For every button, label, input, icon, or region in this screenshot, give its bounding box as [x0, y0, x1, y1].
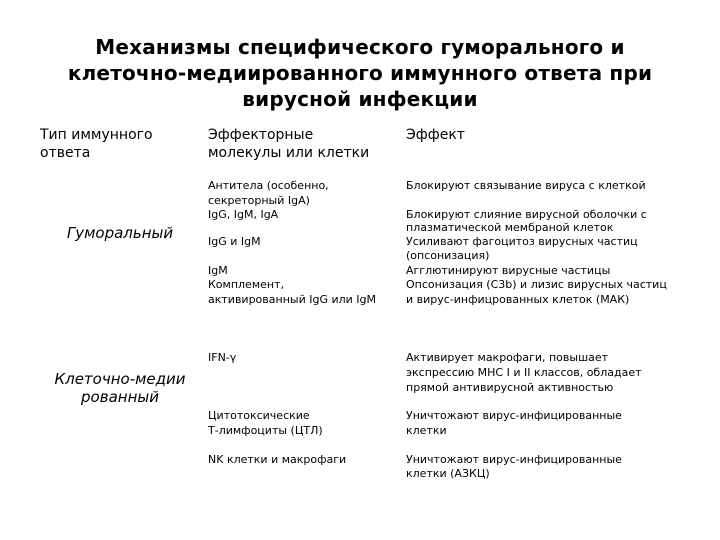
header-type	[40, 126, 153, 162]
humoral-molecule: IgG, IgM, IgA	[208, 208, 279, 221]
humoral-molecule: Антитела (особенно,	[208, 179, 329, 192]
cellular-molecule: Т-лимфоциты (ЦТЛ)	[208, 424, 323, 437]
header-effect: Эффект	[406, 127, 465, 143]
cellular-effect: Уничтожают вирус-инфицированные	[406, 453, 622, 466]
title-line-1: Механизмы специфического гуморального и	[95, 35, 625, 59]
title-line-2: клеточно-медиированного иммунного ответа при	[67, 61, 653, 85]
type-cellular	[40, 370, 200, 406]
humoral-effect: Агглютинируют вирусные частицы	[406, 264, 611, 277]
title-line-3: вирусной инфекции	[242, 87, 478, 111]
humoral-effect: Блокируют связывание вируса с клеткой	[406, 179, 646, 192]
humoral-molecule: IgM	[208, 264, 228, 277]
humoral-molecule: активированный IgG или IgM	[208, 293, 377, 306]
cellular-effect: клетки (АЗКЦ)	[406, 467, 490, 480]
header-type-line-2: ответа	[40, 145, 91, 161]
cellular-effect: клетки	[406, 424, 447, 437]
cellular-effect: прямой антивирусной активностью	[406, 381, 614, 394]
humoral-molecule: IgG и IgM	[208, 235, 261, 248]
header-molecules-line-1: Эффекторные	[208, 127, 314, 143]
humoral-effect: Опсонизация (С3b) и лизис вирусных частиц	[406, 278, 667, 291]
humoral-molecule: Комплемент,	[208, 278, 284, 291]
cellular-molecule: IFN-γ	[208, 351, 237, 364]
humoral-effect: Блокируют слияние вирусной оболочки с	[406, 208, 647, 221]
humoral-effect: Усиливают фагоцитоз вирусных частиц	[406, 235, 638, 248]
header-type-line-1: Тип иммунного	[40, 127, 153, 143]
cellular-molecule: NK клетки и макрофаги	[208, 453, 347, 466]
cellular-effect: Уничтожают вирус-инфицированные	[406, 409, 622, 422]
humoral-effect: (опсонизация)	[406, 249, 490, 262]
cellular-effect: экспрессию MHC I и II классов, обладает	[406, 366, 642, 379]
cellular-effect: Активирует макрофаги, повышает	[406, 351, 609, 364]
type-cellular-line-2: рованный	[81, 388, 159, 406]
header-molecules-line-2: молекулы или клетки	[208, 145, 370, 161]
humoral-effect: плазматической мембраной клеток	[406, 221, 614, 234]
humoral-effect: и вирус-инфицрованных клеток (МАК)	[406, 293, 630, 306]
type-humoral: Гуморальный	[66, 224, 174, 242]
cellular-molecule: Цитотоксические	[208, 409, 310, 422]
humoral-molecule: секреторный IgA)	[208, 194, 310, 207]
type-cellular-line-1: Клеточно-медии	[54, 370, 186, 388]
page-title	[40, 34, 680, 112]
header-molecules	[208, 126, 369, 162]
